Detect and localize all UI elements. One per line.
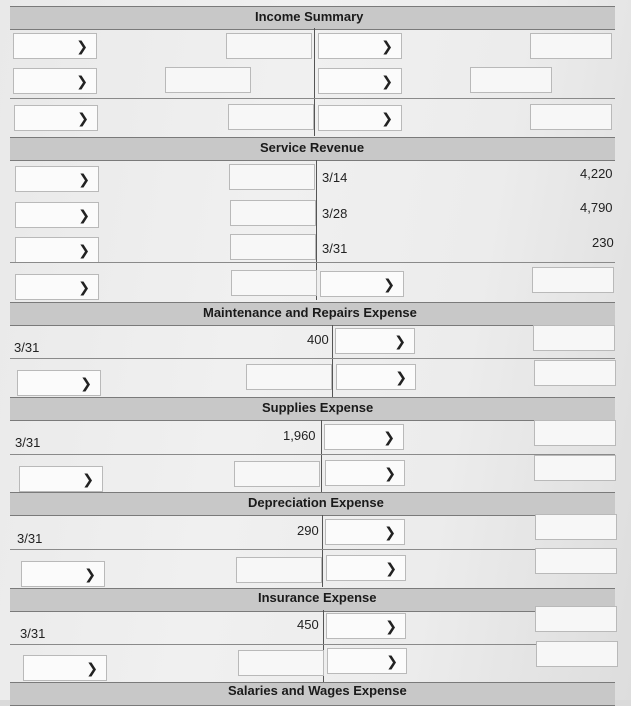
income-summary-debit-date-1[interactable]	[13, 33, 97, 59]
chevron-down-icon: ❯	[381, 38, 393, 54]
chevron-down-icon: ❯	[385, 618, 397, 634]
insurance-debit-date: 3/31	[20, 626, 46, 641]
t-account-divider	[321, 420, 322, 492]
supplies-title: Supplies Expense	[262, 400, 374, 415]
service-revenue-debit-amount-2[interactable]	[230, 200, 316, 226]
maintenance-repairs-credit-balance[interactable]	[534, 360, 616, 386]
insurance-credit-amount[interactable]	[535, 606, 617, 632]
chevron-down-icon: ❯	[78, 171, 90, 187]
chevron-down-icon: ❯	[76, 73, 88, 89]
row-rule	[10, 454, 615, 455]
maintenance-repairs-credit-amount[interactable]	[533, 325, 615, 351]
income-summary-credit-balance[interactable]	[530, 104, 612, 130]
chevron-down-icon: ❯	[77, 110, 89, 126]
chevron-down-icon: ❯	[78, 279, 90, 295]
chevron-down-icon: ❯	[84, 566, 96, 582]
depreciation-debit-balance[interactable]	[236, 557, 322, 583]
chevron-down-icon: ❯	[385, 560, 397, 576]
maintenance-repairs-credit-date[interactable]	[335, 328, 415, 354]
supplies-debit-balance[interactable]	[234, 461, 320, 487]
supplies-debit-date: 3/31	[15, 435, 41, 450]
row-rule	[10, 98, 615, 99]
row-rule	[10, 549, 615, 550]
chevron-down-icon: ❯	[384, 465, 396, 481]
supplies-debit-amount: 1,960	[283, 428, 316, 443]
insurance-title: Insurance Expense	[258, 590, 377, 605]
income-summary-credit-date-1[interactable]	[318, 33, 402, 59]
t-account-divider	[314, 28, 315, 136]
maintenance-repairs-credit-date-balance[interactable]	[336, 364, 416, 390]
supplies-credit-amount[interactable]	[534, 420, 616, 446]
chevron-down-icon: ❯	[76, 38, 88, 54]
service-revenue-credit-amount-3: 230	[592, 235, 614, 250]
depreciation-credit-date[interactable]	[325, 519, 405, 545]
chevron-down-icon: ❯	[82, 471, 94, 487]
supplies-debit-date-balance[interactable]	[19, 466, 103, 492]
service-revenue-credit-amount-2: 4,790	[580, 200, 613, 215]
depreciation-debit-amount: 290	[297, 523, 319, 538]
row-rule	[10, 644, 615, 645]
service-revenue-credit-amount-1: 4,220	[580, 166, 613, 181]
insurance-credit-date[interactable]	[326, 613, 406, 639]
maintenance-repairs-debit-date-balance[interactable]	[17, 370, 101, 396]
chevron-down-icon: ❯	[80, 375, 92, 391]
service-revenue-debit-date-3[interactable]	[15, 237, 99, 263]
service-revenue-credit-date-3: 3/31	[322, 241, 348, 256]
insurance-credit-date-balance[interactable]	[327, 648, 407, 674]
income-summary-credit-amount-2[interactable]	[470, 67, 552, 93]
income-summary-credit-date-2[interactable]	[318, 68, 402, 94]
supplies-credit-date-balance[interactable]	[325, 460, 405, 486]
income-summary-debit-amount-1[interactable]	[226, 33, 312, 59]
depreciation-debit-date: 3/31	[17, 531, 43, 546]
insurance-debit-amount: 450	[297, 617, 319, 632]
chevron-down-icon: ❯	[384, 524, 396, 540]
service-revenue-credit-date-balance[interactable]	[320, 271, 404, 297]
service-revenue-debit-date-balance[interactable]	[15, 274, 99, 300]
chevron-down-icon: ❯	[394, 333, 406, 349]
income-summary-title: Income Summary	[255, 9, 364, 24]
service-revenue-debit-amount-1[interactable]	[229, 164, 315, 190]
service-revenue-credit-date-2: 3/28	[322, 206, 348, 221]
service-revenue-debit-date-1[interactable]	[15, 166, 99, 192]
t-account-divider	[322, 515, 323, 587]
maintenance-repairs-debit-balance[interactable]	[246, 364, 332, 390]
insurance-credit-balance[interactable]	[536, 641, 618, 667]
income-summary-debit-date-3[interactable]	[14, 105, 98, 131]
maintenance-repairs-title: Maintenance and Repairs Expense	[203, 305, 417, 320]
chevron-down-icon: ❯	[78, 242, 90, 258]
chevron-down-icon: ❯	[383, 429, 395, 445]
service-revenue-credit-balance[interactable]	[532, 267, 614, 293]
service-revenue-debit-date-2[interactable]	[15, 202, 99, 228]
depreciation-debit-date-balance[interactable]	[21, 561, 105, 587]
chevron-down-icon: ❯	[386, 653, 398, 669]
service-revenue-debit-balance[interactable]	[231, 270, 317, 296]
income-summary-debit-date-2[interactable]	[13, 68, 97, 94]
chevron-down-icon: ❯	[86, 660, 98, 676]
depreciation-credit-amount[interactable]	[535, 514, 617, 540]
t-account-divider	[332, 325, 333, 397]
insurance-debit-balance[interactable]	[238, 650, 324, 676]
depreciation-credit-balance[interactable]	[535, 548, 617, 574]
income-summary-credit-date-3[interactable]	[318, 105, 402, 131]
chevron-down-icon: ❯	[395, 369, 407, 385]
chevron-down-icon: ❯	[78, 207, 90, 223]
supplies-credit-date[interactable]	[324, 424, 404, 450]
service-revenue-debit-amount-3[interactable]	[230, 234, 316, 260]
service-revenue-credit-date-1: 3/14	[322, 170, 348, 185]
supplies-credit-balance[interactable]	[534, 455, 616, 481]
income-summary-debit-balance[interactable]	[228, 104, 314, 130]
salaries-title: Salaries and Wages Expense	[228, 683, 407, 698]
chevron-down-icon: ❯	[381, 110, 393, 126]
row-rule	[10, 358, 615, 359]
insurance-debit-date-balance[interactable]	[23, 655, 107, 681]
service-revenue-title: Service Revenue	[260, 140, 365, 155]
income-summary-debit-amount-2[interactable]	[165, 67, 251, 93]
row-rule	[10, 262, 615, 263]
chevron-down-icon: ❯	[381, 73, 393, 89]
income-summary-credit-amount-1[interactable]	[530, 33, 612, 59]
chevron-down-icon: ❯	[383, 276, 395, 292]
maintenance-repairs-debit-date: 3/31	[14, 340, 40, 355]
depreciation-credit-date-balance[interactable]	[326, 555, 406, 581]
depreciation-title: Depreciation Expense	[248, 495, 384, 510]
maintenance-repairs-debit-amount: 400	[307, 332, 329, 347]
